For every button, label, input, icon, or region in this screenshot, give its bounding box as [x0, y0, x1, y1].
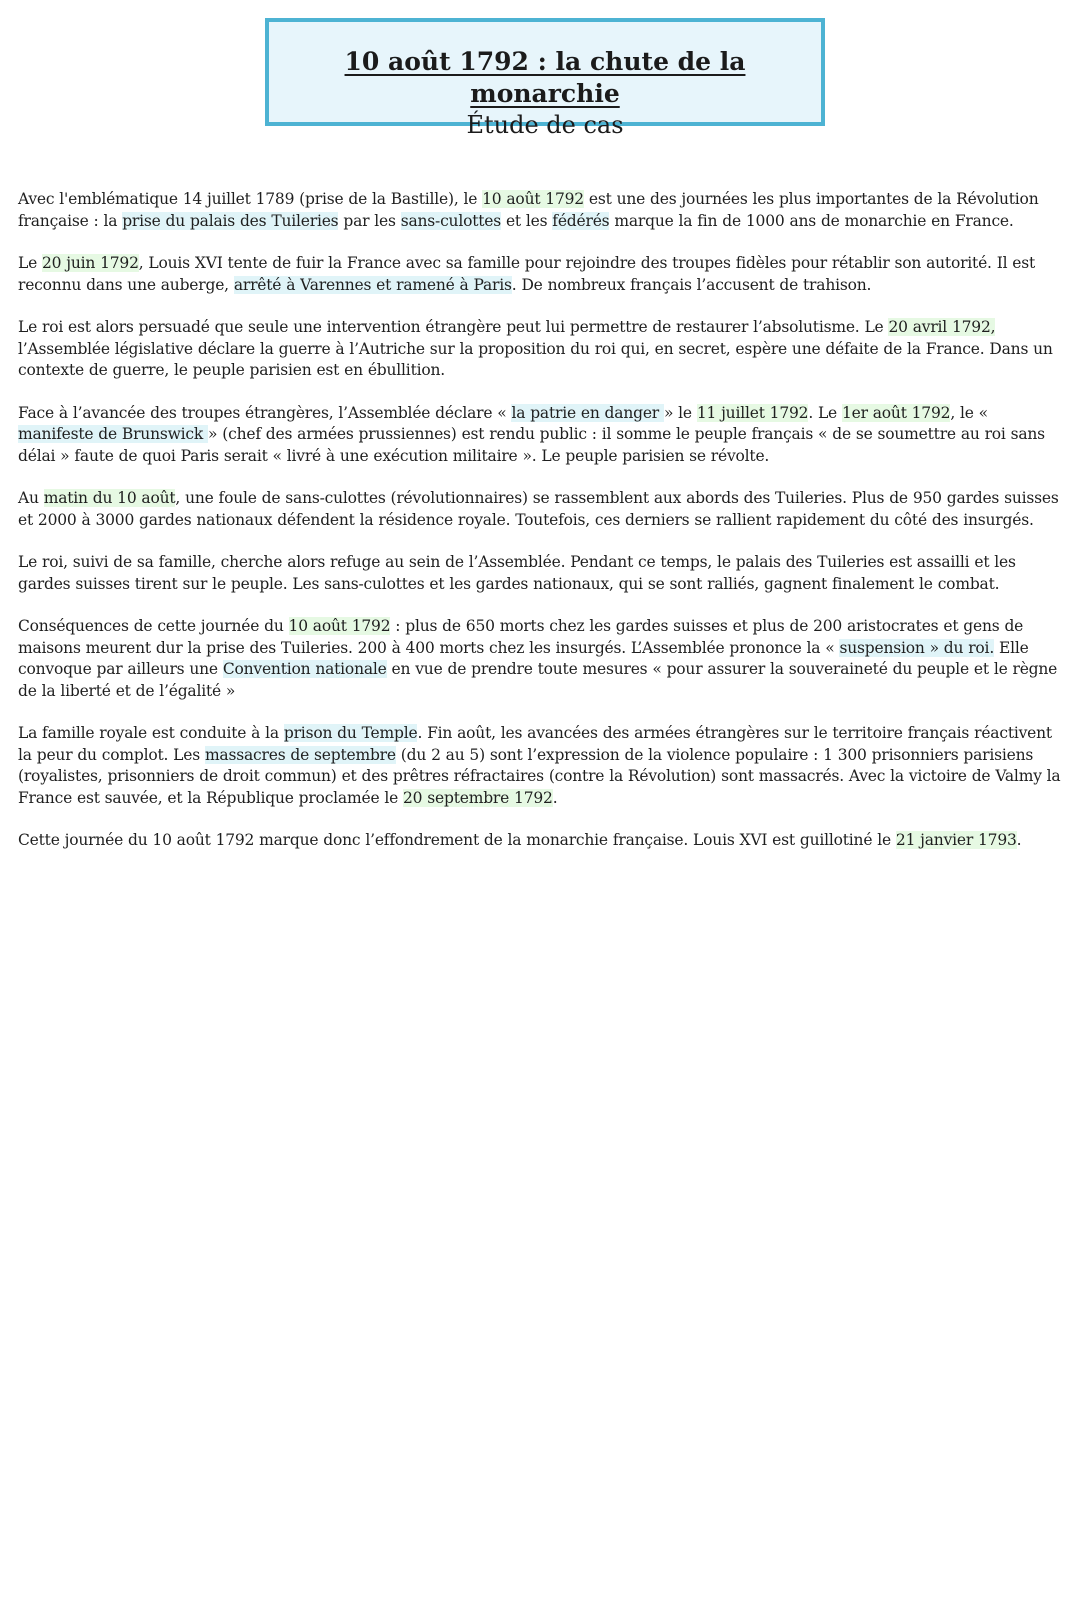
page-title: 10 août 1792 : la chute de la monarchie [344, 47, 746, 108]
text-segment: Elle convoque par ailleurs une [18, 638, 1029, 678]
text-segment: Le roi, suivi de sa famille, cherche alors refuge au sein de l’Assemblée. Pendant ce temps, le palais des Tuileries est assailli et les gardes suisses tirent sur le peuple. Les sans-culottes et les gardes nationaux, qui se sont ralliés, gagnent finalement le combat. [18, 553, 1016, 593]
text-segment: Conséquences de cette journée du [18, 617, 289, 635]
highlighted-term: Convention nationale [222, 660, 387, 678]
text-segment: , le « [950, 403, 988, 422]
paragraph-patrie-en-danger [18, 403, 1064, 468]
text-segment: l’Assemblée législative déclare la guerre à l’Autriche sur la proposition du roi qui, en secret, espère une défaite de la France. Dans un contexte de guerre, le peuple parisien est en ébullition. [18, 339, 1053, 379]
text-segment: . Le [808, 403, 842, 422]
highlighted-term: la patrie en danger [511, 403, 664, 422]
highlighted-term: 20 septembre 1792 [403, 788, 553, 807]
text-segment: Face à l’avancée des troupes étrangères, l’Assemblée déclare « [18, 403, 512, 422]
highlighted-term: arrêté à Varennes et ramené à Paris [233, 275, 512, 294]
highlighted-term: 20 juin 1792 [42, 254, 139, 272]
text-segment: Au [18, 489, 44, 507]
highlighted-term: 21 janvier 1793 [895, 831, 1017, 849]
text-segment: . Fin août, les avancées des armées étrangères sur le territoire français réactivent la peur du complot. Les [18, 724, 1052, 764]
text-segment: . [552, 788, 558, 807]
highlighted-term: suspension » du roi. [839, 638, 995, 657]
text-segment: , une foule de sans-culottes (révolutionnaires) se rassemblent aux abords des Tuileries. Plus de 950 gardes suisses et 2000 à 3000 gardes nationaux défendent la résidence royale. Toutefois, ces derniers se rallient rapidement du côté des insurgés. [18, 489, 1059, 529]
text-segment: Cette journée du 10 août 1792 marque donc l’effondrement de la monarchie française. Louis XVI est guillotiné le [18, 831, 896, 849]
highlighted-term: prise du palais des Tuileries [122, 211, 339, 230]
highlighted-term: massacres de septembre [204, 745, 396, 764]
highlighted-term: 11 juillet 1792 [696, 403, 809, 422]
highlighted-term: prison du Temple [283, 724, 418, 742]
text-segment: (du 2 au 5) sont l’expression de la violence populaire : 1 300 prisonniers parisiens (royalistes, prisonniers de droit commun) et des prêtres réfractaires (contre la Révolution) sont massacrés. Avec la victoire de Valmy la France est sauvée, et la République proclamée le [18, 745, 1061, 807]
text-segment: en vue de prendre toute mesures « pour assurer la souveraineté du peuple et le règne de la liberté et de l’égalité » [18, 660, 1058, 700]
text-segment: marque la fin de 1000 ans de monarchie en France. [609, 211, 1014, 230]
paragraph-temple [18, 723, 1064, 809]
highlighted-term: fédérés [552, 211, 610, 230]
text-segment: La famille royale est conduite à la [18, 724, 284, 742]
highlighted-term: 1er août 1792 [841, 403, 951, 422]
page-subtitle: Étude de cas [466, 111, 624, 139]
text-segment: est une des journées les plus importantes de la Révolution française : la [18, 190, 1039, 230]
text-segment: Le roi est alors persuadé que seule une intervention étrangère peut lui permettre de restaurer l’absolutisme. Le [18, 318, 889, 336]
text-segment: par les [338, 211, 401, 230]
text-segment: Avec l'emblématique 14 juillet 1789 (prise de la Bastille), le [18, 190, 483, 208]
text-segment: : plus de 650 morts chez les gardes suisses et plus de 200 aristocrates et gens de maisons meurent dur la prise des Tuileries. 200 à 400 morts chez les insurgés. L’Assemblée prononce la « [18, 617, 1024, 657]
highlighted-term: 20 avril 1792, [888, 318, 996, 336]
text-segment: . [1016, 831, 1022, 849]
paragraph-war [18, 317, 1064, 382]
highlighted-term: sans-culottes [400, 211, 502, 230]
highlighted-term: 10 août 1792 [482, 190, 584, 208]
title-box [265, 18, 825, 139]
paragraph-morning-assault [18, 488, 1064, 531]
paragraph-varennes [18, 253, 1064, 296]
paragraph-conclusion [18, 830, 1064, 852]
paragraph-consequences [18, 616, 1064, 702]
paragraph-intro [18, 189, 1064, 232]
text-segment: » (chef des armées prussiennes) est rendu public : il somme le peuple français « de se soumettre au roi sans délai » faute de quoi Paris serait « livré à une exécution militaire ». Le peuple parisien se révolte. [18, 425, 1045, 465]
highlighted-term: manifeste de Brunswick [18, 425, 209, 443]
text-segment: . De nombreux français l’accusent de trahison. [511, 275, 872, 294]
text-segment: » le [663, 403, 697, 422]
highlighted-term: matin du 10 août [43, 489, 176, 507]
text-segment: et les [501, 211, 553, 230]
paragraph-refuge [18, 552, 1064, 595]
text-segment: Le [18, 254, 42, 272]
document-body [18, 189, 1064, 873]
highlighted-term: 10 août 1792 [288, 617, 391, 635]
text-segment: , Louis XVI tente de fuir la France avec sa famille pour rejoindre des troupes fidèles pour rétablir son autorité. Il est reconnu dans une auberge, [18, 254, 1036, 294]
